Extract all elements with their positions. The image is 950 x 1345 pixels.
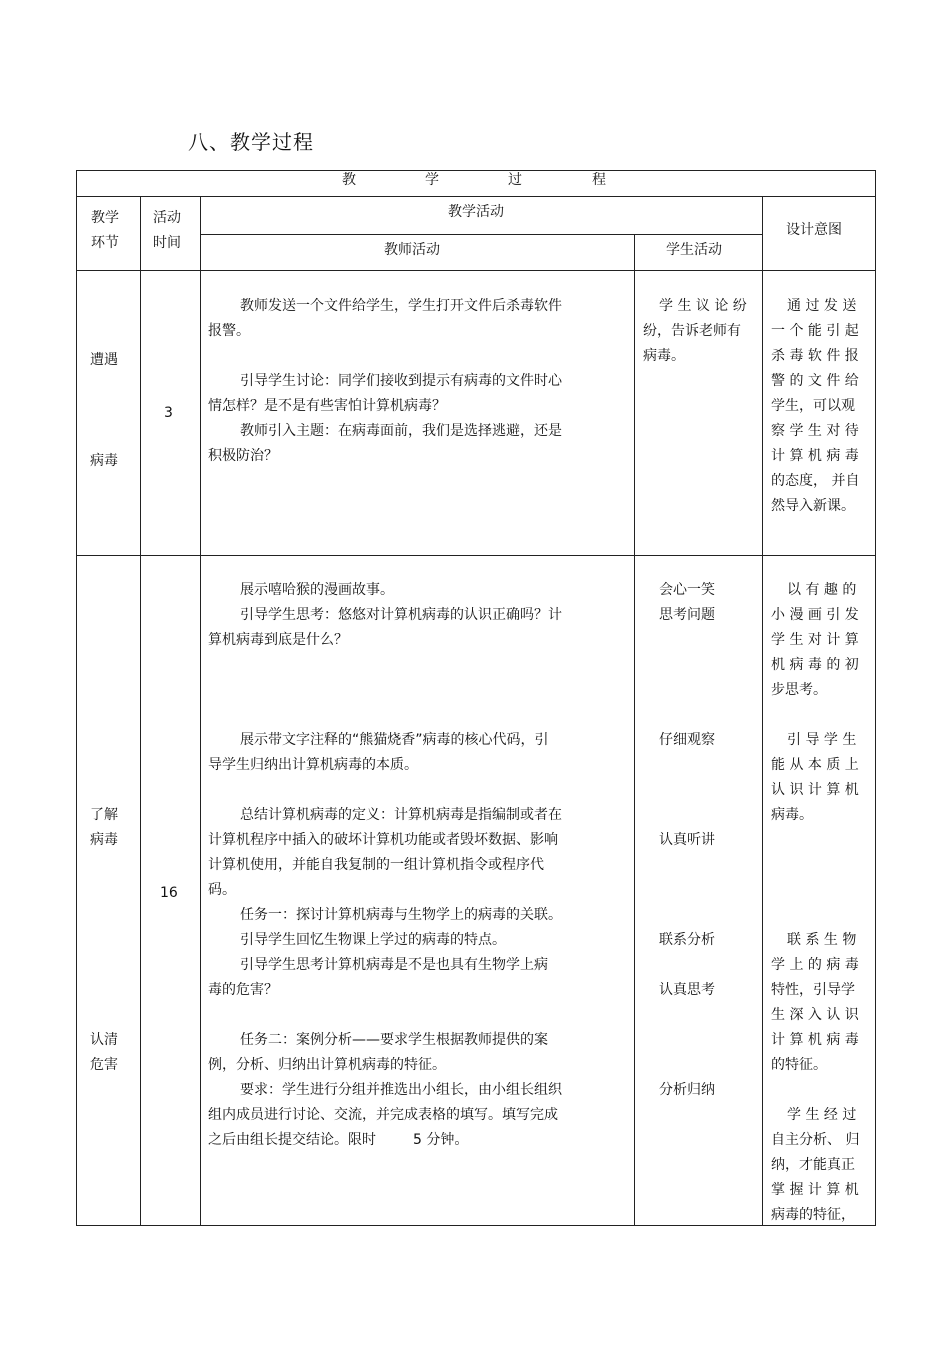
row2-teacher-line: 计算机使用，并能自我复制的一组计算机指令或程序代 <box>208 857 544 873</box>
row1-design-line: 然导入新课。 <box>771 498 855 514</box>
banner-char: 过 <box>508 172 522 188</box>
row1-design-line: 的态度， 并自 <box>771 473 860 489</box>
row2-design-line: 以 有 趣 的 <box>787 582 857 598</box>
row2-design-line: 计 算 机 病 毒 <box>771 1032 859 1048</box>
row2-teacher-line: 例，分析、归纳出计算机病毒的特征。 <box>208 1057 446 1073</box>
row1-teacher-line: 积极防治？ <box>208 448 278 464</box>
row2-teacher-line: 引导学生回忆生物课上学过的病毒的特点。 <box>240 932 506 948</box>
row2-design-line: 引 导 学 生 <box>787 732 857 748</box>
row1-design-line: 计 算 机 病 毒 <box>771 448 859 464</box>
row2-design-line: 认 识 计 算 机 <box>771 782 859 798</box>
row1-teacher-line: 引导学生讨论：同学们接收到提示有病毒的文件时心 <box>240 373 562 389</box>
row2-design-line: 生 深 入 认 识 <box>771 1007 859 1023</box>
row2-stage2-line2: 危害 <box>90 1057 118 1073</box>
row1-student-line: 纷，告诉老师有 <box>643 323 741 339</box>
header-stage-line2: 环节 <box>91 235 119 251</box>
row2-student-line: 认真思考 <box>659 982 715 998</box>
row2-design-line: 学 生 经 过 <box>787 1107 857 1123</box>
row2-design-line: 步思考。 <box>771 682 827 698</box>
row2-design-line: 掌 握 计 算 机 <box>771 1182 859 1198</box>
banner-char: 教 <box>342 172 356 188</box>
row2-design-line: 小 漫 画 引 发 <box>771 607 859 623</box>
row1-teacher-line: 报警。 <box>208 323 250 339</box>
row2-teacher-line: 5 分钟。 <box>413 1132 469 1148</box>
row2-teacher-line: 导学生归纳出计算机病毒的本质。 <box>208 757 418 773</box>
row1-design-line: 学生，可以观 <box>771 398 855 414</box>
row2-design-line: 能 从 本 质 上 <box>771 757 859 773</box>
row2-teacher-line: 要求：学生进行分组并推选出小组长，由小组长组织 <box>240 1082 562 1098</box>
row2-teacher-line: 引导学生思考：悠悠对计算机病毒的认识正确吗？计 <box>240 607 562 623</box>
row2-student-line: 分析归纳 <box>659 1082 715 1098</box>
row1-stage-line2: 病毒 <box>90 453 118 469</box>
row1-design-line: 一 个 能 引 起 <box>771 323 859 339</box>
row1-design-line: 通 过 发 送 <box>787 298 857 314</box>
row2-design-line: 纳，才能真正 <box>771 1157 855 1173</box>
row2-time: 16 <box>160 885 178 901</box>
row2-design-line: 病毒。 <box>771 807 813 823</box>
row2-teacher-line: 组内成员进行讨论、交流，并完成表格的填写。填写完成 <box>208 1107 558 1123</box>
row2-teacher-line: 展示嘻哈猴的漫画故事。 <box>240 582 394 598</box>
header-time-line1: 活动 <box>153 210 181 226</box>
row2-student-line: 思考问题 <box>659 607 715 623</box>
row2-stage1-line2: 病毒 <box>90 832 118 848</box>
row2-stage2-line1: 认清 <box>90 1032 118 1048</box>
header-design: 设计意图 <box>786 222 842 238</box>
row2-teacher-line: 毒的危害？ <box>208 982 278 998</box>
row2-design-line: 学 生 对 计 算 <box>771 632 859 648</box>
header-time-line2: 时间 <box>153 235 181 251</box>
row2-design-line: 特性，引导学 <box>771 982 855 998</box>
row2-design-line: 病毒的特征， <box>771 1207 855 1223</box>
row2-teacher-line: 算机病毒到底是什么？ <box>208 632 348 648</box>
banner-char: 程 <box>592 172 606 188</box>
row2-design-line: 自主分析、 归 <box>771 1132 860 1148</box>
row2-teacher-line: 计算机程序中插入的破坏计算机功能或者毁坏数据、影响 <box>208 832 558 848</box>
header-teacher: 教师活动 <box>384 242 440 258</box>
row2-design-line: 机 病 毒 的 初 <box>771 657 859 673</box>
row2-teacher-line: 之后由组长提交结论。限时 <box>208 1132 376 1148</box>
row2-teacher-line: 引导学生思考计算机病毒是不是也具有生物学上病 <box>240 957 548 973</box>
row2-teacher-line: 总结计算机病毒的定义：计算机病毒是指编制或者在 <box>240 807 562 823</box>
row1-design-line: 察 学 生 对 待 <box>771 423 859 439</box>
row2-student-line: 联系分析 <box>659 932 715 948</box>
header-activities: 教学活动 <box>448 204 504 220</box>
row1-student-line: 学 生 议 论 纷 <box>659 298 747 314</box>
row2-design-line: 学 上 的 病 毒 <box>771 957 859 973</box>
row1-teacher-line: 情怎样？是不是有些害怕计算机病毒？ <box>208 398 446 414</box>
row1-time: 3 <box>164 405 173 421</box>
row2-student-line: 会心一笑 <box>659 582 715 598</box>
row2-student-line: 仔细观察 <box>659 732 715 748</box>
section-title: 八、教学过程 <box>188 130 314 154</box>
row1-design-line: 警 的 文 件 给 <box>771 373 859 389</box>
row2-design-line: 的特征。 <box>771 1057 827 1073</box>
row2-teacher-line: 任务一：探讨计算机病毒与生物学上的病毒的关联。 <box>240 907 562 923</box>
row2-teacher-line: 码。 <box>208 882 236 898</box>
row1-student-line: 病毒。 <box>643 348 685 364</box>
header-student: 学生活动 <box>666 242 722 258</box>
row2-teacher-line: 任务二：案例分析——要求学生根据教师提供的案 <box>240 1032 548 1048</box>
row1-teacher-line: 教师发送一个文件给学生，学生打开文件后杀毒软件 <box>240 298 562 314</box>
header-stage-line1: 教学 <box>91 210 119 226</box>
row2-stage1-line1: 了解 <box>90 807 118 823</box>
row1-teacher-line: 教师引入主题：在病毒面前，我们是选择逃避，还是 <box>240 423 562 439</box>
row1-stage-line1: 遭遇 <box>90 352 118 368</box>
row2-teacher-line: 展示带文字注释的“熊猫烧香”病毒的核心代码，引 <box>240 732 549 748</box>
row1-design-line: 杀 毒 软 件 报 <box>771 348 859 364</box>
row2-design-line: 联 系 生 物 <box>787 932 857 948</box>
row2-student-line: 认真听讲 <box>659 832 715 848</box>
banner-char: 学 <box>425 172 439 188</box>
